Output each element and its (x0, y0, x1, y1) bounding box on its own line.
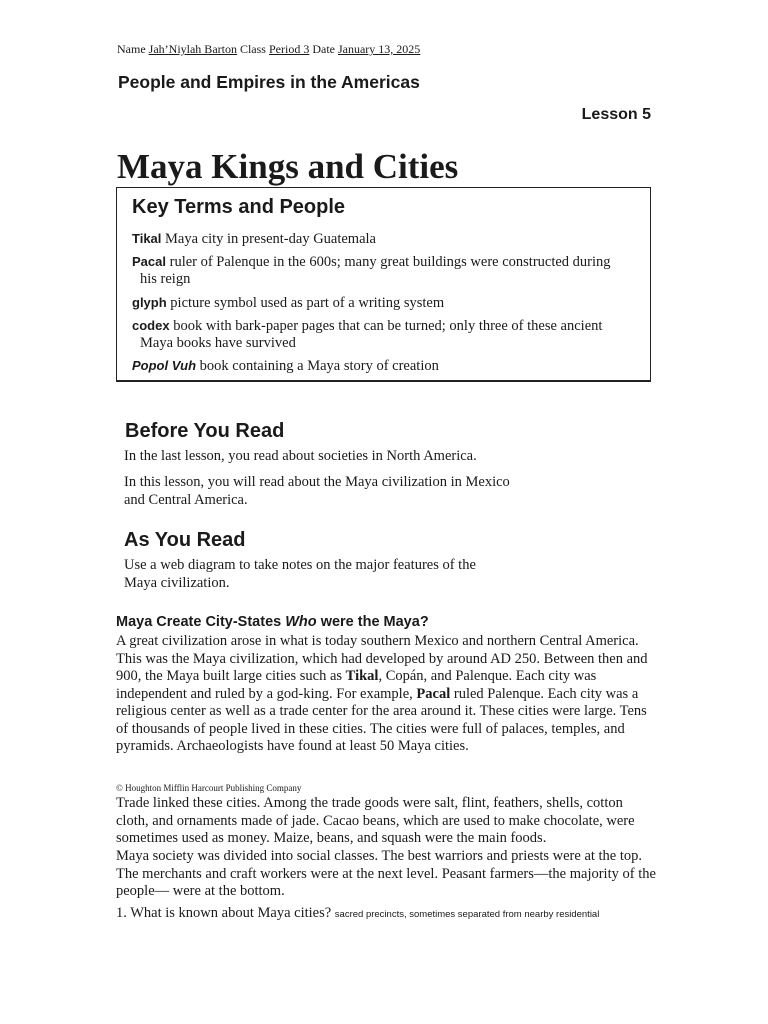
term-definition: ruler of Palenque in the 600s; many great buildings were constructed during (169, 254, 611, 270)
before-you-read-p1: In the last lesson, you read about societies in North America. (124, 448, 477, 464)
key-terms-box (116, 187, 651, 382)
page-title: Maya Kings and Cities (117, 147, 459, 186)
paragraph-text: A great civilization arose in what is today southern Mexico and northern Central America. This was the Maya civilization, which had developed by around AD 250. Between then and 900, the Maya built large cities such as (116, 633, 648, 684)
question-1 (116, 905, 599, 922)
before-you-read-heading: Before You Read (125, 420, 285, 442)
before-you-read-p2-line1: In this lesson, you will read about the Maya civilization in Mexico (124, 474, 510, 490)
paragraph-text: , Copán, and Palenque. Each city was independent and ruled by a god-king. For example, (116, 668, 597, 702)
term-highlight-tikal: Tikal (345, 668, 379, 684)
paragraph-society: Maya society was divided into social classes. The best warriors and priests were at the top. The merchants and craft workers were at the next level. Peasant farmers—the majority of the people— were at the bottom. (116, 848, 656, 899)
paragraph-text: ruled Palenque. Each city was a religious center as well as a trade center for the area around it. These cities were large. Tens of thousands of people lived in these cities. The cities were full of palaces, temples, and pyramids. Archaeologists have found at least 50 Maya cities. (116, 685, 647, 754)
as-you-read-paragraph (124, 557, 476, 592)
student-info-line (117, 42, 420, 57)
name-value: Jah’Niylah Barton (148, 42, 237, 56)
term-definition-continued: his reign (140, 271, 191, 287)
section-heading (116, 614, 429, 630)
term-item (132, 357, 637, 375)
copyright-notice: © Houghton Mifflin Harcourt Publishing Company (116, 783, 302, 793)
term-item (132, 294, 637, 312)
section-title: Maya Create City-States (116, 614, 282, 630)
term-name: glyph (132, 295, 167, 310)
term-definition: book containing a Maya story of creation (199, 358, 439, 374)
section-question: were the Maya? (320, 614, 429, 630)
before-you-read-p2-line2: and Central America. (124, 491, 248, 508)
as-you-read-line1: Use a web diagram to take notes on the major features of the (124, 557, 476, 573)
paragraph-maya-cities (116, 633, 656, 756)
term-definition-continued: Maya books have survived (140, 335, 296, 351)
paragraph-trade: Trade linked these cities. Among the trade goods were salt, flint, feathers, shells, cotton cloth, and ornaments made of jade. Cacao beans, which are used to make chocolate, were sometimes used as money. Maize, beans, and squash were the main foods. (116, 795, 635, 846)
key-terms-heading: Key Terms and People (132, 196, 346, 218)
term-name: Popol Vuh (132, 358, 197, 373)
lesson-label: Lesson 5 (581, 106, 651, 123)
answer-field[interactable]: sacred precincts, sometimes separated from nearby residential (334, 909, 600, 920)
unit-title: People and Empires in the Americas (118, 72, 420, 92)
term-name: Tikal (132, 231, 162, 246)
question-text: 1. What is known about Maya cities? (116, 905, 332, 921)
term-item (132, 253, 637, 288)
as-you-read-heading: As You Read (124, 529, 246, 551)
term-name: Pacal (132, 254, 166, 269)
term-item (132, 317, 637, 352)
term-definition: picture symbol used as part of a writing system (170, 295, 445, 311)
name-label: Name (117, 42, 146, 56)
date-label: Date (312, 42, 335, 56)
date-value: January 13, 2025 (337, 42, 421, 56)
term-definition: Maya city in present-day Guatemala (165, 231, 376, 247)
term-name: codex (132, 318, 170, 333)
section-question-italic: Who (285, 614, 317, 630)
as-you-read-line2: Maya civilization. (124, 574, 230, 591)
term-highlight-pacal: Pacal (416, 685, 451, 702)
class-label: Class (239, 42, 266, 56)
before-you-read-p2 (124, 474, 510, 509)
term-item (132, 230, 637, 248)
class-value: Period 3 (268, 42, 310, 56)
term-definition: book with bark-paper pages that can be turned; only three of these ancient (173, 318, 603, 334)
